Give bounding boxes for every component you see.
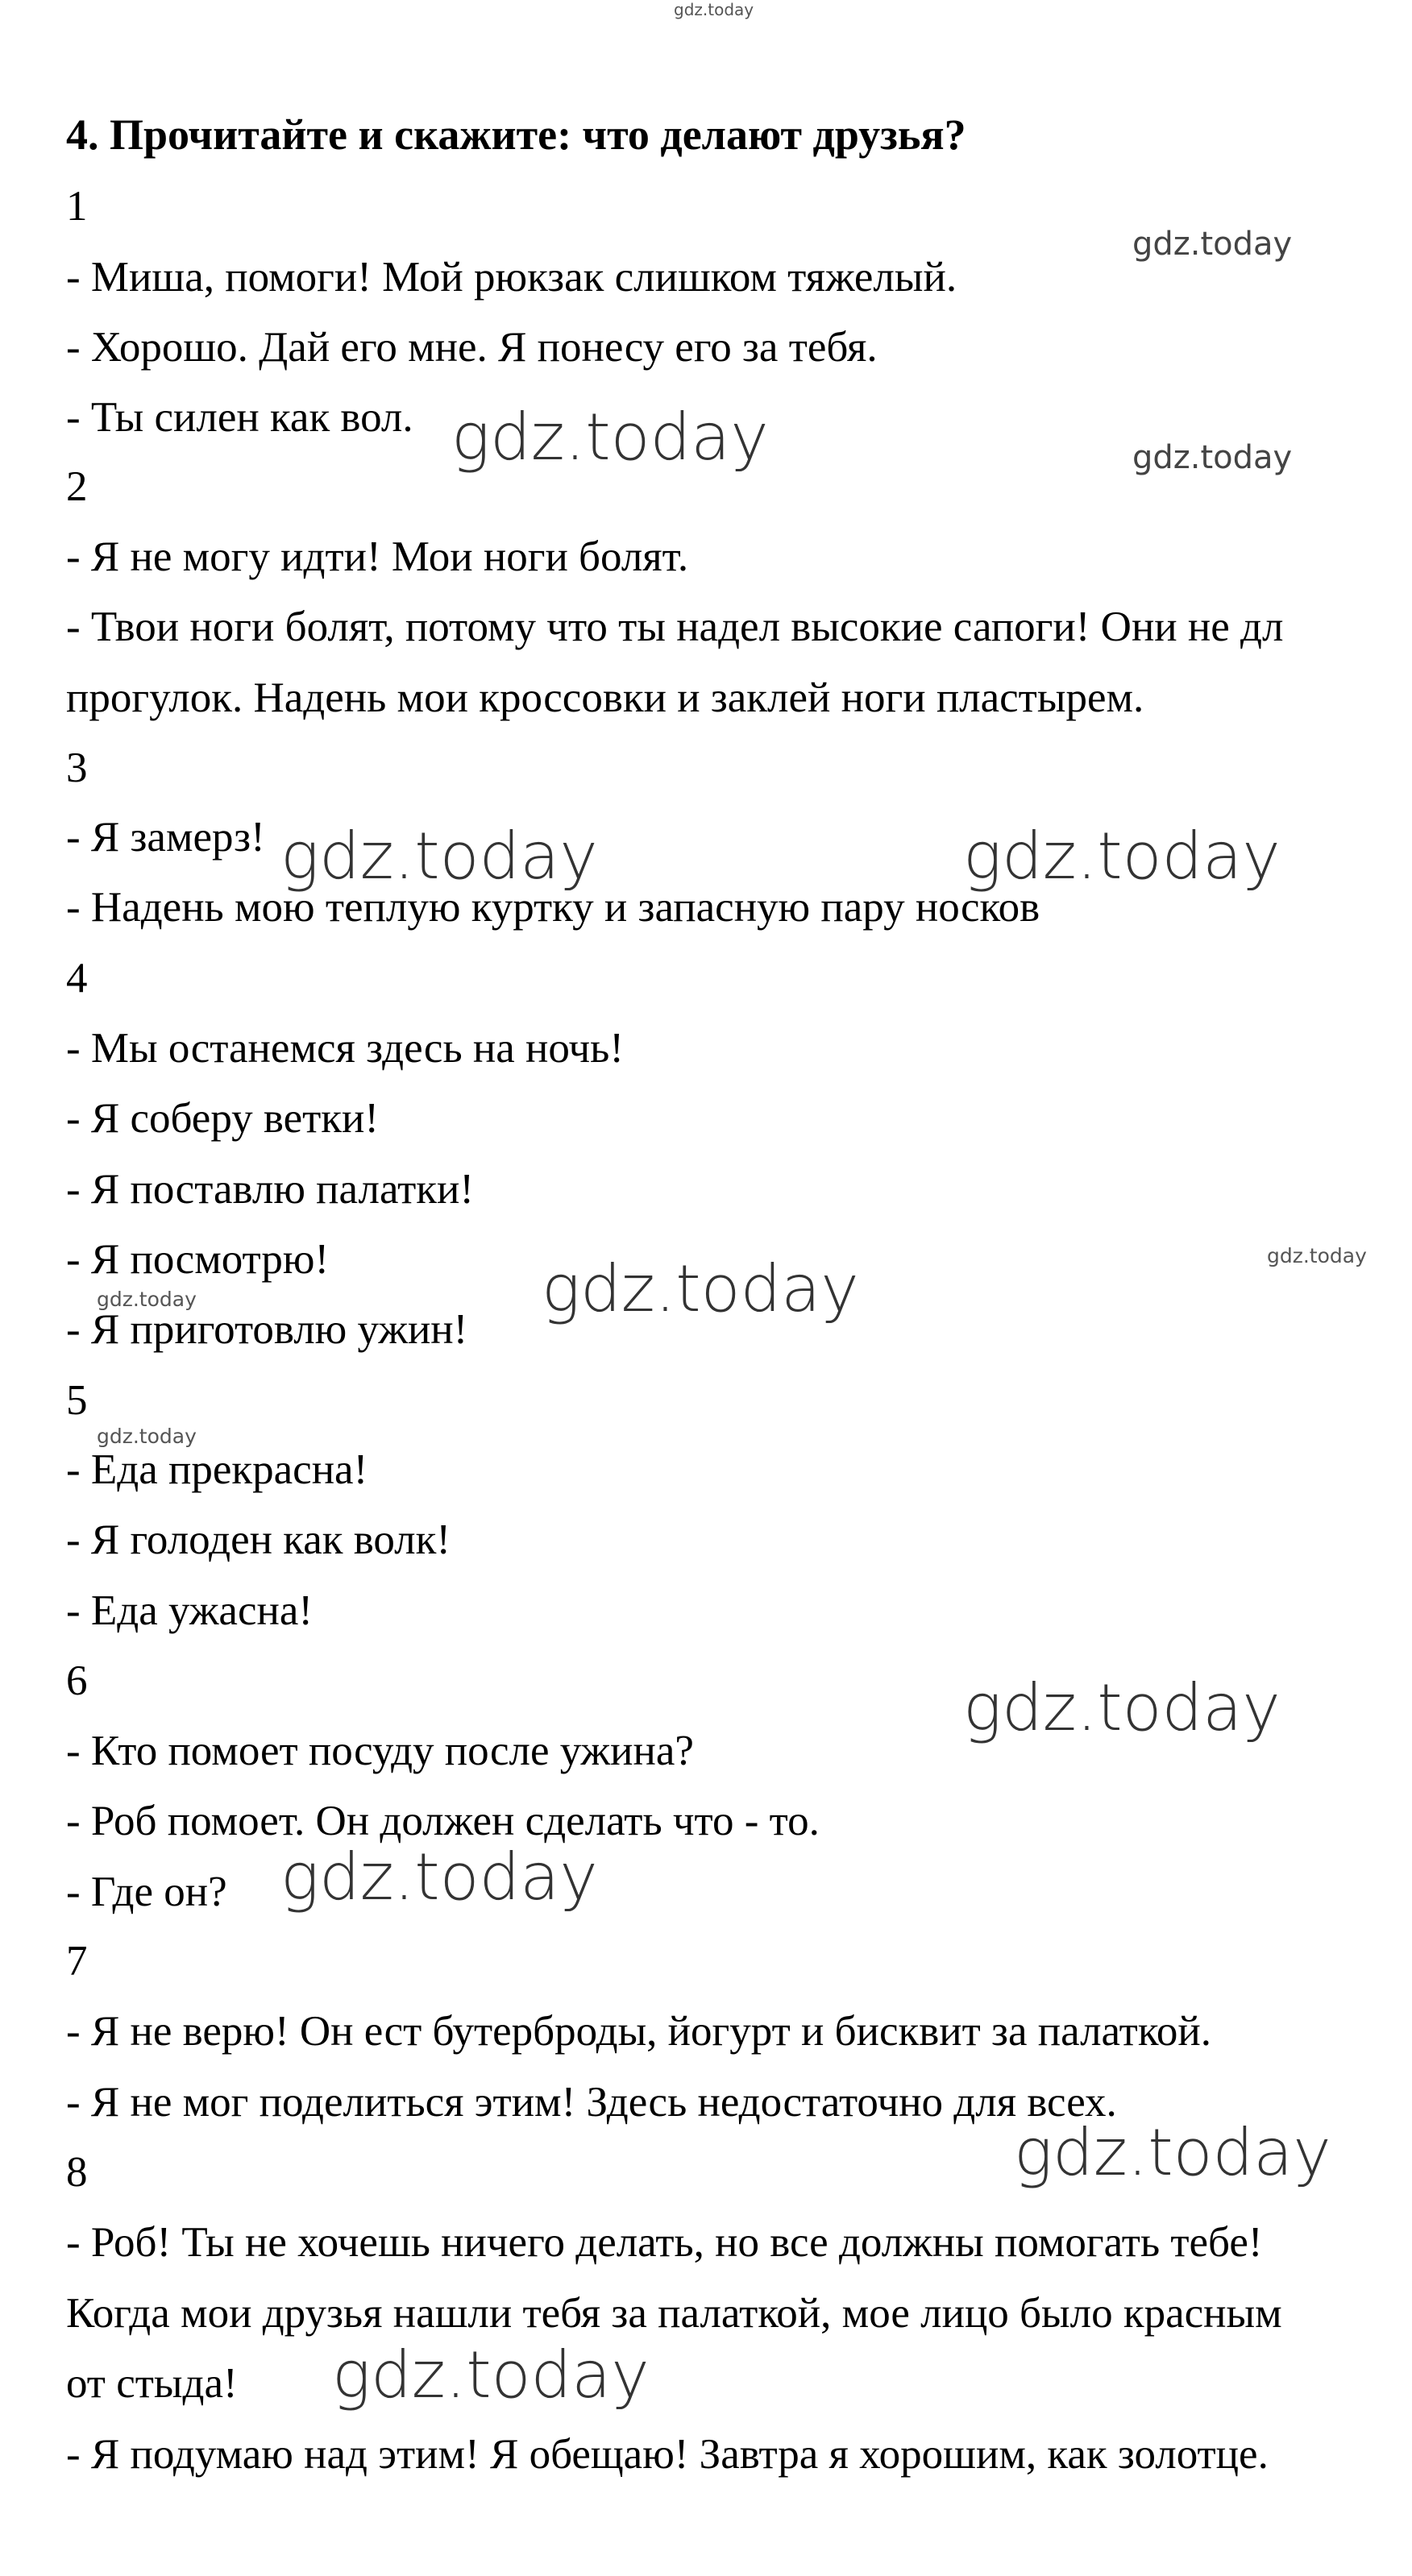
dialogue-line: - Я посмотрю! <box>66 1236 330 1283</box>
dialogue-line: - Я соберу ветки! <box>66 1095 380 1142</box>
watermark: gdz.today <box>542 1251 859 1326</box>
dialogue-line: - Еда прекрасна! <box>66 1446 368 1493</box>
dialogue-line: - Я подумаю над этим! Я обещаю! Завтра я хорошим, как золотце. <box>66 2431 1269 2478</box>
watermark: gdz.today <box>963 1670 1281 1745</box>
watermark: gdz.today <box>963 819 1281 894</box>
dialogue-line: - Хорошо. Дай его мне. Я понесу его за тебя. <box>66 324 878 371</box>
dialogue-line: - Роб помоет. Он должен сделать что - то. <box>66 1798 820 1844</box>
exercise-heading: 4. Прочитайте и скажите: что делают друзья? <box>66 110 966 159</box>
dialogue-line: - Где он? <box>66 1869 227 1915</box>
dialogue-line: прогулок. Надень мои кроссовки и заклей ноги пластырем. <box>66 674 1144 721</box>
dialogue-line: - Я замерз! <box>66 814 265 861</box>
dialogue-line: - Я не мог поделиться этим! Здесь недостаточно для всех. <box>66 2079 1117 2126</box>
dialogue-number: 4 <box>66 955 88 1002</box>
dialogue-line: - Я не верю! Он ест бутерброды, йогурт и бисквит за палаткой. <box>66 2008 1212 2055</box>
watermark: gdz.today <box>280 1840 598 1914</box>
watermark: gdz.today <box>97 1288 197 1311</box>
dialogue-line: Когда мои друзья нашли тебя за палаткой, мое лицо было красным <box>66 2290 1282 2337</box>
dialogue-number: 8 <box>66 2149 88 2196</box>
dialogue-number: 5 <box>66 1377 88 1424</box>
watermark: gdz.today <box>1014 2115 1331 2190</box>
watermark: gdz.today <box>674 0 754 19</box>
dialogue-line: - Я голоден как волк! <box>66 1516 451 1563</box>
dialogue-number: 1 <box>66 183 88 230</box>
dialogue-line: - Ты силен как вол. <box>66 394 413 441</box>
dialogue-number: 7 <box>66 1938 88 1985</box>
watermark: gdz.today <box>451 400 769 475</box>
dialogue-line: - Я приготовлю ужин! <box>66 1306 468 1353</box>
dialogue-line: - Мы останемся здесь на ночь! <box>66 1025 624 1072</box>
dialogue-line: - Кто помоет посуду после ужина? <box>66 1728 694 1774</box>
dialogue-line: от стыда! <box>66 2360 238 2407</box>
watermark: gdz.today <box>97 1425 197 1448</box>
watermark: gdz.today <box>1267 1244 1367 1267</box>
dialogue-line: - Я не могу идти! Мои ноги болят. <box>66 533 689 580</box>
dialogue-number: 6 <box>66 1657 88 1704</box>
watermark: gdz.today <box>1132 226 1293 263</box>
dialogue-line: - Роб! Ты не хочешь ничего делать, но все должны помогать тебе! <box>66 2219 1263 2266</box>
dialogue-line: - Твои ноги болят, потому что ты надел высокие сапоги! Они не дл <box>66 604 1284 650</box>
dialogue-line: - Миша, помоги! Мой рюкзак слишком тяжелый. <box>66 254 957 301</box>
watermark: gdz.today <box>332 2337 650 2412</box>
dialogue-number: 2 <box>66 463 88 510</box>
watermark: gdz.today <box>280 819 598 894</box>
dialogue-line: - Надень мою теплую куртку и запасную пару носков <box>66 884 1040 931</box>
watermark: gdz.today <box>1132 439 1293 476</box>
dialogue-line: - Я поставлю палатки! <box>66 1166 475 1213</box>
dialogue-number: 3 <box>66 745 88 791</box>
dialogue-line: - Еда ужасна! <box>66 1587 314 1634</box>
